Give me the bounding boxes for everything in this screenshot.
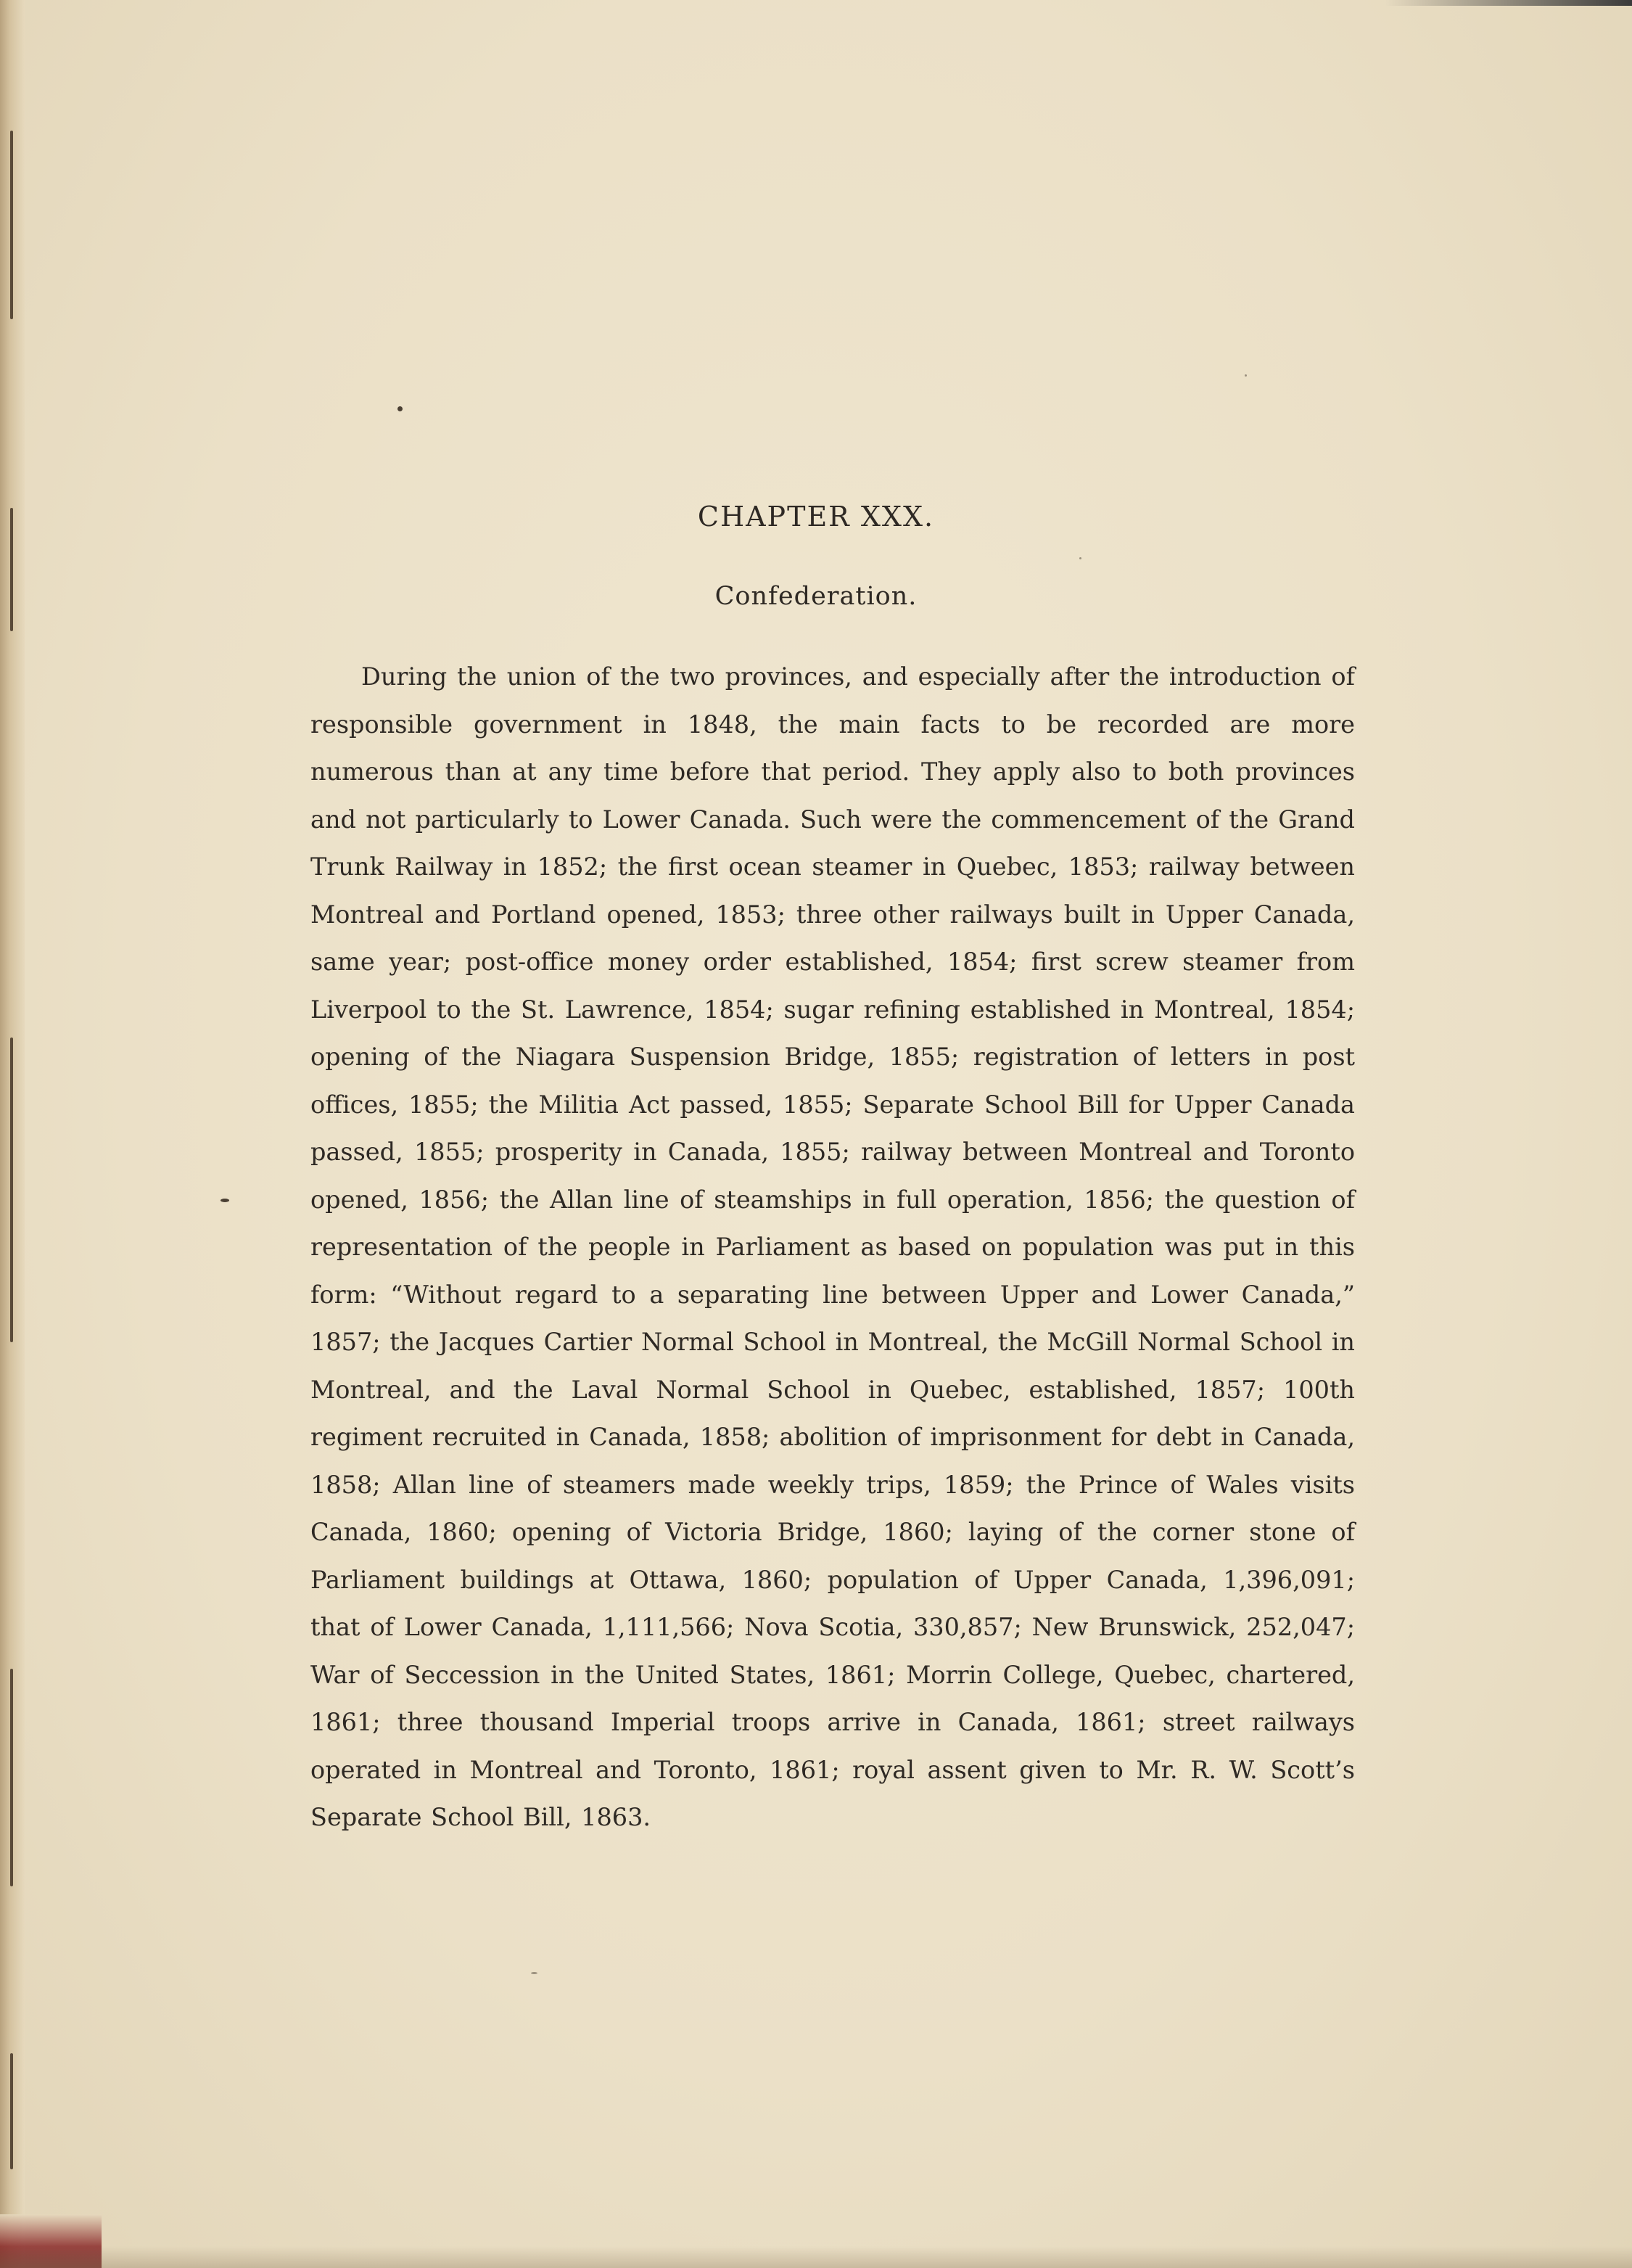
chapter-title: CHAPTER XXX. [697,501,935,533]
paper-speck [1245,374,1247,377]
spine-thread [10,131,13,319]
body-paragraph: During the union of the two provinces, and especially after the introduction of responsible government in 1848, the main facts to be recorded are more numerous than at any time before that period. They apply also to both provinces and not particularly to Lower Canada. Such were the commencement of the Grand Trunk Railway in 1852; the first ocean steamer in Quebec, 1853; railway between Montreal and Portland opened, 1853; three other railways built in Upper Canada, same year; post-office money order established, 1854; first screw steamer from Liverpool to the St. Lawrence, 1854; sugar refining established in Montreal, 1854; opening of the Niagara Suspension Bridge, 1855; registration of letters in post offices, 1855; the Militia Act passed, 1855; Separate School Bill for Upper Canada passed, 1855; prosperity in Canada, 1855; railway between Montreal and Toronto opened, 1856; the Allan line of steamships in full operation, 1856; the question of representation of the people in Parliament as based on population was put in this form: “Without regard to a separating line between Upper and Lower Canada,” 1857; the Jacques Cartier Normal School in Montreal, the McGill Normal School in Montreal, and the Laval Normal School in Quebec, established, 1857; 100th regiment recruited in Canada, 1858; abolition of imprisonment for debt in Canada, 1858; Allan line of steamers made weekly trips, 1859; the Prince of Wales visits Canada, 1860; opening of Victoria Bridge, 1860; laying of the corner stone of Parliament buildings at Ottawa, 1860; population of Upper Canada, 1,396,091; that of Lower Canada, 1,111,566; Nova Scotia, 330,857; New Brunswick, 252,047; War of Seccession in the United States, 1861; Morrin College, Quebec, chartered, 1861; three thousand Imperial troops arrive in Canada, 1861; street railways operated in Montreal and Toronto, 1861; royal assent given to Mr. R. W. Scott’s Separate School Bill, 1863. [310,662,1355,1831]
top-edge-shadow [1385,0,1632,6]
spine-thread [10,2053,13,2169]
chapter-subtitle: Confederation. [714,582,918,611]
bottom-edge-shadow [0,2246,1632,2268]
paper-speck [531,1972,537,1974]
spine-thread [10,1038,13,1342]
spine-thread [10,1669,13,1886]
paper-speck [397,406,403,411]
paper-speck [221,1199,229,1202]
paper-speck [1079,557,1081,559]
